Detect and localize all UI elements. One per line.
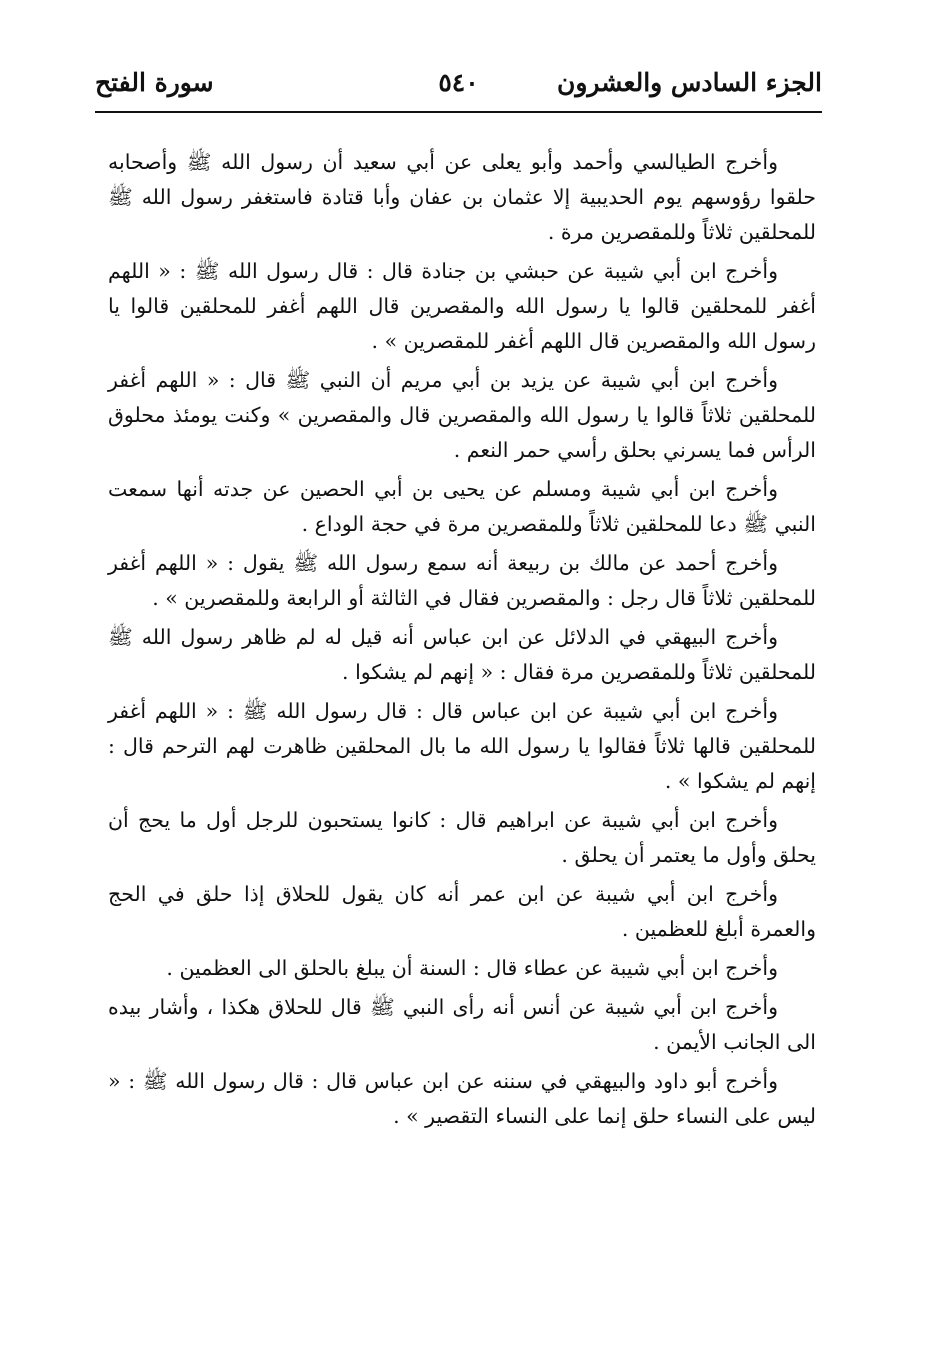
- paragraph: وأخرج ابن أبي شيبة ومسلم عن يحيى بن أبي الحصين عن جدته أنها سمعت النبي ﷺ دعا للمحلقين ثلاثاً وللمقصرين مرة في حجة الوداع .: [108, 477, 816, 536]
- header-divider: [95, 111, 822, 113]
- paragraph: وأخرج ابن أبي شيبة عن ابن عباس قال : قال رسول الله ﷺ : « اللهم أغفر للمحلقين قالها ثلاثاً فقالوا يا رسول الله ما بال المحلقين ظاهرت لهم الترحم قال : إنهم لم يشكوا » .: [108, 699, 816, 793]
- paragraph: وأخرج ابن أبي شيبة عن ابن عمر أنه كان يقول للحلاق إذا حلق في الحج والعمرة أبلغ للعظمين .: [108, 882, 816, 941]
- paragraph: وأخرج ابن أبي شيبة عن حبشي بن جنادة قال : قال رسول الله ﷺ : « اللهم أغفر للمحلقين قالوا يا رسول الله والمقصرين قال اللهم أغفر للمحلقين قالوا يا رسول الله والمقصرين قال اللهم أغفر للمقصرين » .: [108, 259, 816, 353]
- paragraph: وأخرج ابن أبي شيبة عن عطاء قال : السنة أن يبلغ بالحلق الى العظمين .: [166, 956, 778, 980]
- page-header: [95, 62, 822, 106]
- paragraph: وأخرج ابن أبي شيبة عن ابراهيم قال : كانوا يستحبون للرجل أول ما يحج أن يحلق وأول ما يعتمر أن يحلق .: [108, 808, 816, 867]
- paragraph: وأخرج أحمد عن مالك بن ربيعة أنه سمع رسول الله ﷺ يقول : « اللهم أغفر للمحلقين ثلاثاً قال رجل : والمقصرين فقال في الثالثة أو الرابعة وللمقصرين » .: [108, 551, 816, 610]
- surah-title: سورة الفتح: [95, 68, 214, 97]
- paragraph: وأخرج ابن أبي شيبة عن أنس أنه رأى النبي ﷺ قال للحلاق هكذا ، وأشار بيده الى الجانب الأيمن .: [108, 995, 816, 1054]
- part-title: الجزء السادس والعشرون: [556, 68, 822, 97]
- paragraph: وأخرج أبو داود والبيهقي في سننه عن ابن عباس قال : قال رسول الله ﷺ : « ليس على النساء حلق إنما على النساء التقصير » .: [108, 1069, 816, 1128]
- paragraph: وأخرج البيهقي في الدلائل عن ابن عباس أنه قيل له لم ظاهر رسول الله ﷺ للمحلقين ثلاثاً وللمقصرين مرة فقال : « إنهم لم يشكوا .: [108, 625, 816, 684]
- paragraph: وأخرج الطيالسي وأحمد وأبو يعلى عن أبي سعيد أن رسول الله ﷺ وأصحابه حلقوا رؤوسهم يوم الحديبية إلا عثمان بن عفان وأبا قتادة فاستغفر رسول الله ﷺ للمحلقين ثلاثاً وللمقصرين مرة .: [108, 150, 816, 244]
- page-number: ٥٤٠: [438, 68, 479, 97]
- paragraph: وأخرج ابن أبي شيبة عن يزيد بن أبي مريم أن النبي ﷺ قال : « اللهم أغفر للمحلقين ثلاثاً قالوا يا رسول الله والمقصرين قال والمقصرين » وكنت يومئذ محلوق الرأس فما يسرني بحلق رأسي حمر النعم .: [108, 368, 816, 462]
- page-body: [108, 145, 816, 1138]
